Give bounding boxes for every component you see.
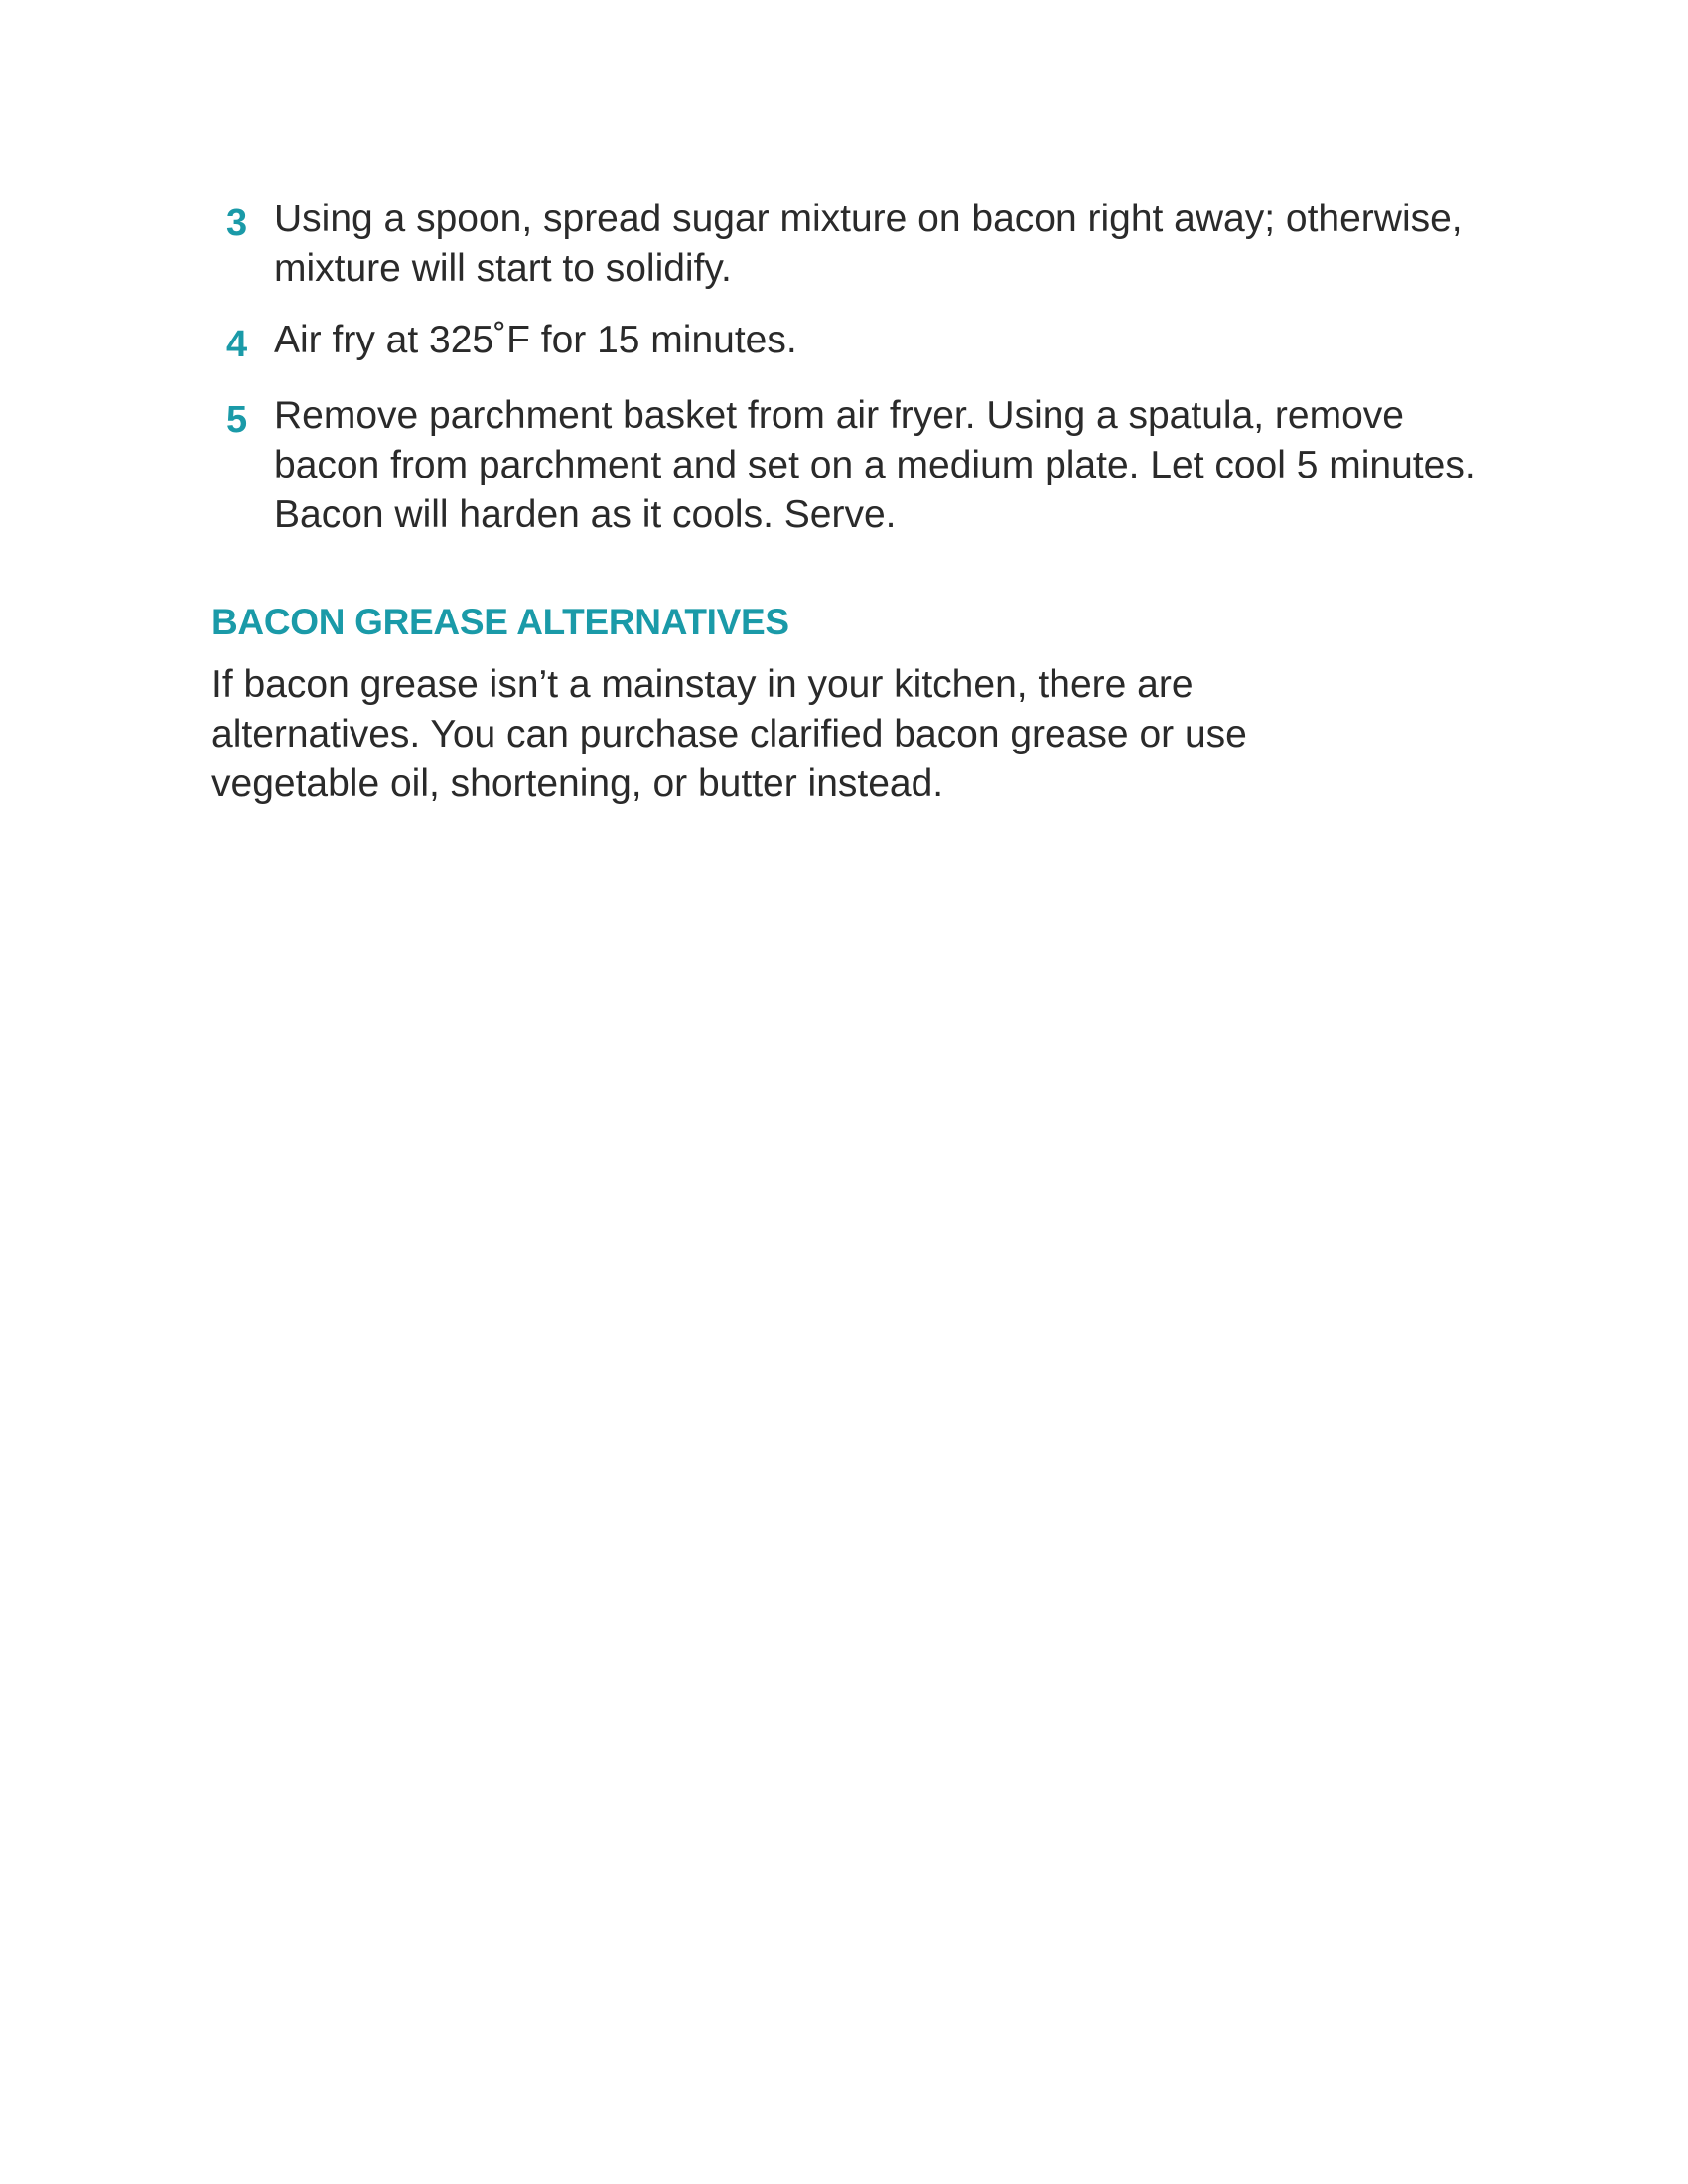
step-text: Using a spoon, spread sugar mixture on bacon right away; otherwise, mixture will start to solidify. (274, 198, 1463, 290)
tip-body: If bacon grease isn’t a mainstay in your kitchen, there are alternatives. You can purchase clarified bacon grease or use vegetable oil, shortening, or butter instead. (211, 663, 1247, 805)
step-text: Air fry at 325˚F for 15 minutes. (274, 319, 797, 361)
step-item (226, 316, 1477, 369)
tip-heading: BACON GREASE ALTERNATIVES (211, 602, 789, 642)
step-number: 3 (226, 203, 248, 244)
step-number: 4 (226, 324, 248, 365)
recipe-steps-list (226, 195, 1477, 562)
step-text: Remove parchment basket from air fryer. Using a spatula, remove bacon from parchment and set on a medium plate. Let cool 5 minutes. Bacon will harden as it cools. Serve. (274, 394, 1476, 536)
step-item (226, 195, 1477, 294)
step-number: 5 (226, 399, 248, 441)
tip-section (211, 599, 1403, 809)
step-item (226, 391, 1477, 540)
